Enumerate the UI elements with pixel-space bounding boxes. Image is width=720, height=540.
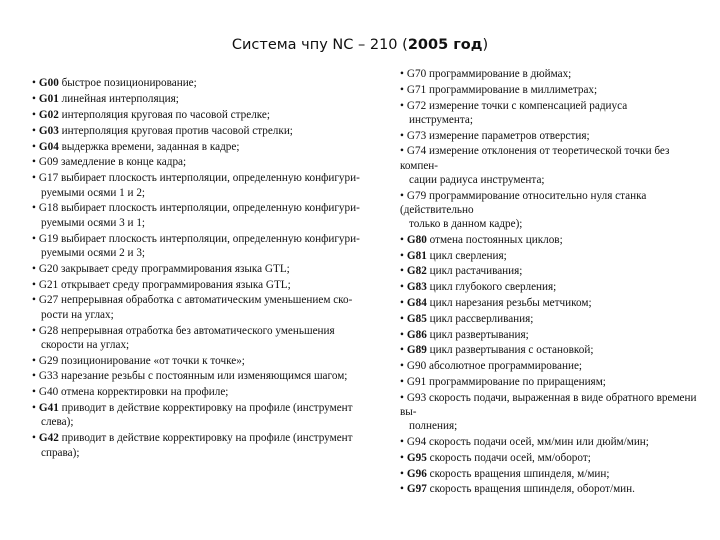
item-line [32, 155, 386, 169]
bullet: • [32, 92, 36, 105]
bullet: • [400, 145, 404, 158]
list-item [32, 124, 386, 138]
bullet: • [400, 99, 404, 112]
item-text: нарезание резьбы с постоянным или изменяющимся шагом; [61, 370, 348, 383]
item-line [400, 467, 700, 481]
title-prefix: Система чпу NC – 210 ( [231, 37, 408, 53]
list-item [400, 280, 700, 294]
item-line [400, 67, 700, 81]
g-code: G04 [38, 140, 59, 153]
item-text: измерение точки с компенсацией радиуса [429, 99, 628, 112]
item-line [32, 186, 386, 200]
list-item [32, 324, 386, 352]
item-line [400, 419, 700, 433]
item-text: руемыми осями 1 и 2; [41, 186, 146, 199]
bullet: • [400, 233, 404, 246]
bullet: • [32, 294, 36, 307]
item-text: приводит в действие корректировку на профиле (инструмент [61, 432, 353, 445]
list-item [32, 76, 386, 90]
item-text: сации радиуса инструмента; [409, 173, 545, 186]
item-text: полнения; [409, 420, 458, 433]
item-line [400, 217, 700, 231]
list-item [400, 482, 700, 496]
item-text: интерполяция круговая по часовой стрелке; [61, 108, 271, 121]
item-line [400, 435, 700, 449]
item-text: отмена постоянных циклов; [429, 233, 563, 246]
title-year: 2005 год [407, 37, 483, 53]
bullet: • [32, 278, 36, 291]
bullet: • [400, 391, 404, 404]
bullet: • [32, 432, 36, 445]
bullet: • [400, 467, 404, 480]
item-line [32, 216, 386, 230]
item-text: рости на углах; [41, 308, 114, 321]
list-item [32, 92, 386, 106]
g-code: G89 [406, 344, 427, 357]
item-text: цикл развертывания; [429, 328, 529, 341]
item-line [32, 140, 386, 154]
g-code: G86 [406, 328, 427, 341]
left-column-list [32, 76, 386, 461]
g-code: G19 [38, 232, 59, 245]
g-code: G42 [38, 432, 59, 445]
list-item [32, 140, 386, 154]
item-text: выбирает плоскость интерполяции, определенную конфигури- [61, 202, 360, 215]
g-code: G20 [38, 262, 59, 275]
item-text: выбирает плоскость интерполяции, определенную конфигури- [61, 232, 360, 245]
item-line [400, 83, 700, 97]
item-line [400, 359, 700, 373]
bullet: • [400, 281, 404, 294]
page-title [0, 37, 720, 53]
item-text: цикл развертывания с остановкой; [429, 344, 594, 357]
g-code: G18 [38, 202, 59, 215]
item-text: слева); [41, 416, 74, 429]
bullet: • [400, 189, 404, 202]
item-line [32, 431, 386, 445]
item-line [32, 201, 386, 215]
g-code: G94 [406, 435, 427, 448]
item-line [400, 249, 700, 263]
g-code: G70 [406, 68, 427, 80]
g-code: G95 [406, 451, 427, 464]
list-item [400, 83, 700, 97]
item-line [400, 189, 700, 217]
item-text: линейная интерполяция; [61, 92, 179, 105]
list-item [32, 369, 386, 383]
item-text: непрерывная обработка с автоматическим уменьшением ско- [61, 294, 353, 307]
g-code: G02 [38, 108, 59, 121]
item-line [32, 76, 386, 90]
item-line [32, 171, 386, 185]
bullet: • [400, 360, 404, 373]
list-item [400, 189, 700, 232]
g-code: G85 [406, 312, 427, 325]
g-code: G71 [406, 83, 427, 96]
list-item [400, 129, 700, 143]
right-column-list [400, 67, 700, 498]
bullet: • [400, 344, 404, 357]
bullet: • [32, 77, 36, 89]
g-code: G28 [38, 324, 59, 337]
g-code: G40 [38, 386, 59, 399]
g-code: G79 [406, 189, 427, 202]
item-line [32, 246, 386, 260]
bullet: • [32, 172, 36, 185]
item-line [400, 144, 700, 172]
item-line [32, 278, 386, 292]
item-line [32, 308, 386, 322]
item-line [32, 369, 386, 383]
item-line [400, 264, 700, 278]
item-text: непрерывная отработка без автоматического уменьшения [61, 324, 335, 337]
list-item [400, 99, 700, 127]
item-text: скорости на углах; [41, 338, 130, 351]
bullet: • [400, 296, 404, 309]
list-item [400, 67, 700, 81]
item-line [32, 385, 386, 399]
item-text: руемыми осями 3 и 1; [41, 216, 146, 229]
g-code: G27 [38, 294, 59, 307]
list-item [400, 467, 700, 481]
g-code: G01 [38, 92, 59, 105]
list-item [32, 262, 386, 276]
item-line [32, 232, 386, 246]
g-code: G97 [406, 483, 427, 496]
list-item [32, 201, 386, 229]
item-line [400, 129, 700, 143]
item-text: скорость подачи осей, мм/мин или дюйм/мин; [429, 435, 649, 448]
g-code: G17 [38, 172, 59, 185]
item-text: открывает среду программирования языка GTL; [61, 278, 291, 291]
item-line [32, 293, 386, 307]
bullet: • [400, 83, 404, 96]
list-item [32, 232, 386, 260]
item-line [400, 113, 700, 127]
item-line [400, 451, 700, 465]
bullet: • [400, 375, 404, 388]
item-line [32, 338, 386, 352]
g-code: G03 [38, 124, 59, 137]
g-code: G73 [406, 129, 427, 142]
item-line [32, 108, 386, 122]
title-suffix: ) [482, 37, 489, 53]
g-code: G74 [406, 145, 427, 158]
bullet: • [32, 156, 36, 169]
item-text: интерполяция круговая против часовой стрелки; [61, 124, 293, 137]
list-item [400, 359, 700, 373]
item-line [32, 92, 386, 106]
item-line [32, 446, 386, 460]
bullet: • [400, 249, 404, 262]
list-item [32, 171, 386, 199]
item-text: программирование относительно нуля станка (действительно [400, 189, 647, 216]
item-text: цикл растачивания; [429, 265, 523, 278]
bullet: • [32, 402, 36, 415]
list-item [400, 233, 700, 247]
bullet: • [400, 68, 404, 80]
item-text: программирование по приращениям; [429, 375, 606, 388]
g-code: G96 [406, 467, 427, 480]
g-code: G80 [406, 233, 427, 246]
item-text: скорость подачи, выраженная в виде обратного времени вы- [400, 391, 697, 418]
item-line [400, 328, 700, 342]
g-code: G93 [406, 391, 427, 404]
item-line [400, 280, 700, 294]
g-code: G29 [38, 354, 59, 367]
bullet: • [32, 370, 36, 383]
item-line [32, 415, 386, 429]
item-line [400, 99, 700, 113]
item-text: позиционирование «от точки к точке»; [61, 354, 245, 367]
item-text: инструмента; [409, 113, 473, 126]
g-code: G81 [406, 249, 427, 262]
list-item [400, 249, 700, 263]
bullet: • [32, 354, 36, 367]
item-text: замедление в конце кадра; [61, 156, 187, 169]
item-line [400, 296, 700, 310]
item-text: только в данном кадре); [409, 218, 523, 230]
item-line [400, 312, 700, 326]
list-item [32, 401, 386, 429]
list-item [400, 264, 700, 278]
bullet: • [32, 202, 36, 215]
list-item [400, 328, 700, 342]
bullet: • [32, 262, 36, 275]
g-code: G33 [38, 370, 59, 383]
bullet: • [400, 265, 404, 278]
bullet: • [400, 435, 404, 448]
g-code: G83 [406, 281, 427, 294]
item-line [400, 343, 700, 357]
item-line [32, 262, 386, 276]
list-item [32, 278, 386, 292]
item-text: цикл глубокого сверления; [429, 281, 557, 294]
list-item [32, 385, 386, 399]
list-item [400, 144, 700, 187]
item-text: измерение отклонения от теоретической точки без компен- [400, 145, 670, 172]
item-text: цикл сверления; [429, 249, 507, 262]
item-text: приводит в действие корректировку на профиле (инструмент [61, 402, 353, 415]
list-item [400, 451, 700, 465]
bullet: • [32, 124, 36, 137]
item-text: цикл нарезания резьбы метчиком; [429, 296, 592, 309]
bullet: • [400, 129, 404, 142]
item-text: абсолютное программирование; [429, 360, 583, 373]
item-line [400, 233, 700, 247]
bullet: • [400, 328, 404, 341]
item-line [32, 324, 386, 338]
item-line [400, 391, 700, 419]
item-text: цикл рассверливания; [429, 312, 534, 325]
g-code: G90 [406, 360, 427, 373]
list-item [32, 293, 386, 321]
item-text: отмена корректировки на профиле; [61, 386, 229, 399]
item-text: выдержка времени, заданная в кадре; [61, 140, 240, 153]
bullet: • [32, 140, 36, 153]
g-code: G82 [406, 265, 427, 278]
item-text: измерение параметров отверстия; [429, 129, 590, 142]
item-text: программирование в дюймах; [429, 68, 572, 80]
item-line [400, 375, 700, 389]
g-code: G84 [406, 296, 427, 309]
bullet: • [32, 108, 36, 121]
list-item [32, 354, 386, 368]
g-code: G91 [406, 375, 427, 388]
item-text: быстрое позиционирование; [61, 77, 197, 89]
item-text: скорость вращения шпинделя, м/мин; [429, 467, 610, 480]
bullet: • [400, 312, 404, 325]
g-code: G09 [38, 156, 59, 169]
item-line [32, 354, 386, 368]
item-text: программирование в миллиметрах; [429, 83, 598, 96]
list-item [32, 431, 386, 459]
item-text: справа); [41, 446, 80, 459]
g-code: G41 [38, 402, 59, 415]
item-line [32, 401, 386, 415]
item-text: скорость вращения шпинделя, оборот/мин. [429, 483, 635, 496]
list-item [400, 296, 700, 310]
list-item [400, 375, 700, 389]
bullet: • [400, 451, 404, 464]
list-item [400, 435, 700, 449]
list-item [32, 108, 386, 122]
bullet: • [400, 483, 404, 496]
item-text: выбирает плоскость интерполяции, определенную конфигури- [61, 172, 360, 185]
bullet: • [32, 386, 36, 399]
list-item [32, 155, 386, 169]
item-line [32, 124, 386, 138]
list-item [400, 343, 700, 357]
bullet: • [32, 324, 36, 337]
g-code: G21 [38, 278, 59, 291]
item-text: закрывает среду программирования языка GTL; [61, 262, 290, 275]
item-line [400, 173, 700, 187]
item-text: руемыми осями 2 и 3; [41, 246, 146, 259]
g-code: G00 [38, 77, 59, 89]
item-line [400, 482, 700, 496]
bullet: • [32, 232, 36, 245]
g-code: G72 [406, 99, 427, 112]
item-text: скорость подачи осей, мм/оборот; [429, 451, 591, 464]
list-item [400, 391, 700, 434]
list-item [400, 312, 700, 326]
